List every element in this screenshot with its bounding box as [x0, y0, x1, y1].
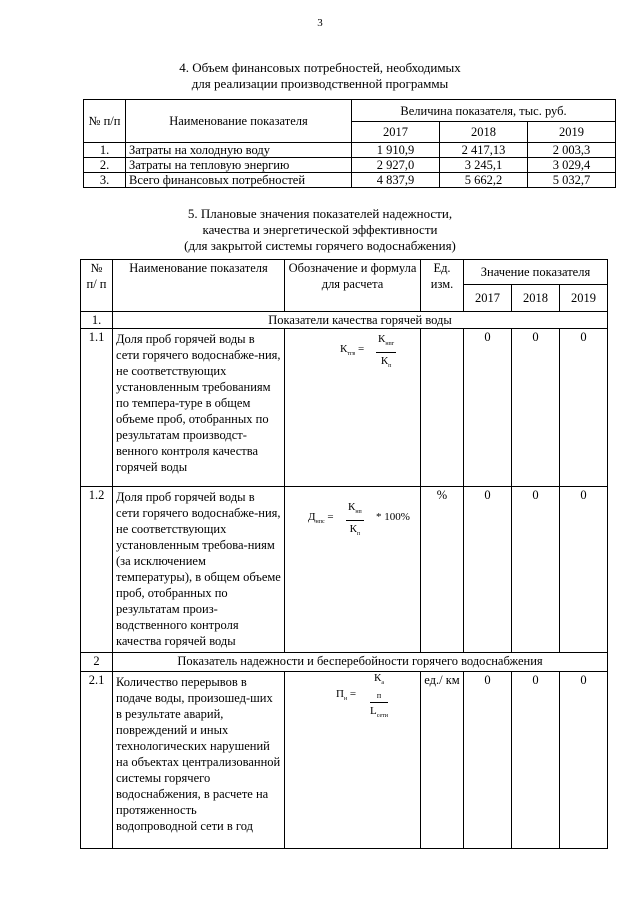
page-number: 3 — [317, 17, 323, 29]
row-num: 1.2 — [81, 487, 113, 653]
group-row-quality — [81, 312, 608, 329]
row-value-2018: 0 — [512, 487, 560, 653]
financial-needs-table — [83, 99, 616, 188]
group-num: 2 — [81, 653, 113, 672]
section4-title-line1: 4. Объем финансовых потребностей, необходимых — [179, 60, 461, 75]
row-value-2019: 2 003,3 — [528, 143, 616, 158]
table-row — [84, 143, 616, 158]
header-year-2018: 2018 — [440, 122, 528, 143]
row-formula — [285, 329, 421, 487]
formula-fraction — [376, 331, 396, 374]
group-title: Показатели качества горячей воды — [113, 312, 608, 329]
row-value-2019: 0 — [560, 672, 608, 849]
header-year-2019: 2019 — [528, 122, 616, 143]
group-num: 1. — [81, 312, 113, 329]
row-value-2018: 3 245,1 — [440, 158, 528, 173]
header-year-2017: 2017 — [464, 285, 512, 312]
formula-numerator: $К_{нпг}$ — [376, 331, 396, 353]
row-name: Затраты на холодную воду — [126, 143, 352, 158]
row-num: 3. — [84, 173, 126, 188]
row-num: 1.1 — [81, 329, 113, 487]
formula-denominator: $К_п$ — [380, 355, 392, 370]
formula-d-nps — [288, 497, 417, 537]
row-value-2017: 4 837,9 — [352, 173, 440, 188]
row-value-2017: 2 927,0 — [352, 158, 440, 173]
formula-lhs: $П_н$ = — [336, 688, 357, 703]
header-value-group: Значение показателя — [464, 260, 608, 285]
section5-title-line2: качества и энергетической эффективности — [202, 222, 438, 237]
row-value-2019: 0 — [560, 329, 608, 487]
section4-title — [0, 60, 640, 92]
section5-title-line3: (для закрытой системы горячего водоснабжения) — [184, 238, 456, 253]
row-num: 2.1 — [81, 672, 113, 849]
row-value-2018: 0 — [512, 329, 560, 487]
row-value-2019: 3 029,4 — [528, 158, 616, 173]
table-row — [84, 158, 616, 173]
table-row — [81, 329, 608, 487]
formula-multiplier: * 100% — [376, 511, 410, 523]
row-num: 1. — [84, 143, 126, 158]
row-value-2017: 1 910,9 — [352, 143, 440, 158]
row-name: Затраты на тепловую энергию — [126, 158, 352, 173]
table-row — [81, 487, 608, 653]
row-name: Количество перерывов в подаче воды, произошед-ших в результате аварий, повреждений и иных технологических нарушений на объектах централизованной системы горячего водоснабжения, в расчете на протяженность водопроводной сети в год — [113, 672, 285, 849]
formula-p-n — [288, 672, 417, 718]
formula-lhs: $К_{тгв}$ = — [340, 343, 365, 358]
row-value-2019: 5 032,7 — [528, 173, 616, 188]
header-year-2017: 2017 — [352, 122, 440, 143]
header-num: № п/п — [84, 100, 126, 143]
group-row-reliability — [81, 653, 608, 672]
header-formula: Обозначение и формула для расчета — [285, 260, 421, 312]
header-name: Наименование показателя — [126, 100, 352, 143]
formula-fraction — [346, 499, 364, 542]
indicators-table — [80, 259, 608, 849]
row-unit — [421, 329, 464, 487]
row-value-2018: 2 417,13 — [440, 143, 528, 158]
row-value-2018: 5 662,2 — [440, 173, 528, 188]
formula-lhs: $Д_{нпс}$ = — [308, 511, 334, 526]
row-name: Всего финансовых потребностей — [126, 173, 352, 188]
header-year-2019: 2019 — [560, 285, 608, 312]
row-name: Доля проб горячей воды в сети горячего водоснабже-ния, не соответствующих установленным требова-ниям (за исключением температуры), в общем объеме проб, отобранных по результатам произ-водственного контроля качества горячей воды — [113, 487, 285, 653]
header-num: № п/ п — [81, 260, 113, 312]
formula-k-tgv — [288, 329, 417, 369]
header-unit: Ед. изм. — [421, 260, 464, 312]
formula-numerator: $К_а$ п — [370, 672, 388, 703]
row-value-2018: 0 — [512, 672, 560, 849]
row-formula — [285, 487, 421, 653]
header-year-2018: 2018 — [512, 285, 560, 312]
header-name: Наименование показателя — [113, 260, 285, 312]
formula-fraction — [370, 672, 388, 724]
table-row — [81, 672, 608, 849]
row-value-2019: 0 — [560, 487, 608, 653]
section4-title-line2: для реализации производственной программы — [191, 76, 449, 91]
row-value-2017: 0 — [464, 487, 512, 653]
header-value-group: Величина показателя, тыс. руб. — [352, 100, 616, 122]
row-value-2017: 0 — [464, 329, 512, 487]
section5-title-line1: 5. Плановые значения показателей надежности, — [187, 206, 453, 221]
formula-denominator: $К_п$ — [349, 523, 361, 538]
row-formula — [285, 672, 421, 849]
row-value-2017: 0 — [464, 672, 512, 849]
row-unit: ед./ км — [421, 672, 464, 849]
row-unit: % — [421, 487, 464, 653]
group-title: Показатель надежности и бесперебойности горячего водоснабжения — [113, 653, 608, 672]
formula-numerator: $К_{нп}$ — [346, 499, 364, 521]
table-row — [84, 173, 616, 188]
formula-denominator: $L_{сети}$ — [370, 705, 388, 720]
row-name: Доля проб горячей воды в сети горячего водоснабже-ния, не соответствующих установленным требованиям по темпера-туре в общем объеме проб, отобранных по результатам производст-венного контроля качества горячей воды — [113, 329, 285, 487]
section5-title — [0, 206, 640, 254]
row-num: 2. — [84, 158, 126, 173]
